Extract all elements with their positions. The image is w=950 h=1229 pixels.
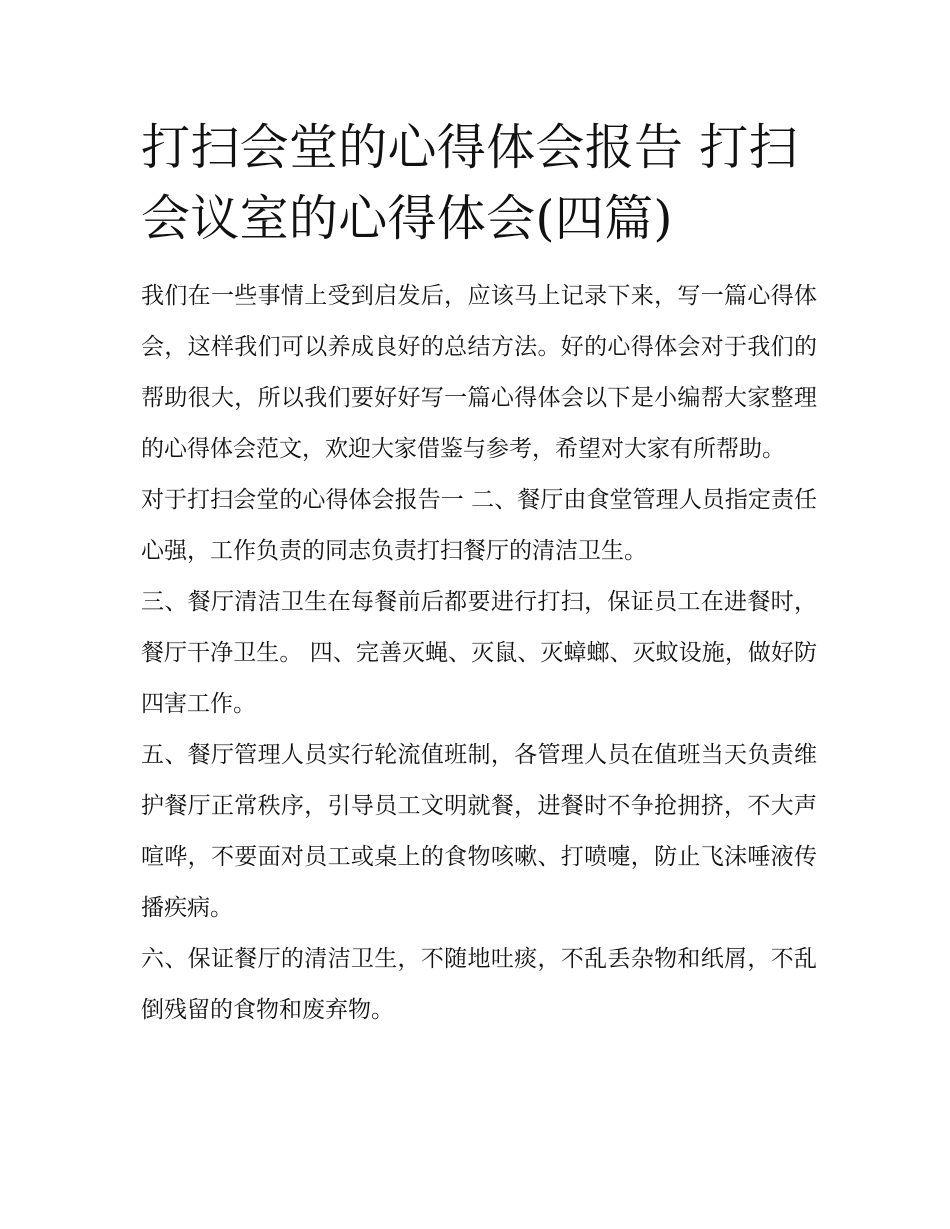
- document-title: 打扫会堂的心得体会报告 打扫会议室的心得体会(四篇): [141, 119, 798, 247]
- paragraph-item-5: 五、餐厅管理人员实行轮流值班制，各管理人员在值班当天负责维护餐厅正常秩序，引导员工文明就餐，进餐时不争抢拥挤，不大声喧哗，不要面对员工或桌上的食物咳嗽、打喷嚏，防止飞沫唾液传播疾病。: [141, 742, 817, 921]
- document-body: [141, 112, 817, 1036]
- paragraph-item-6: 六、保证餐厅的清洁卫生，不随地吐痰，不乱丢杂物和纸屑，不乱倒残留的食物和废弃物。: [141, 946, 817, 1023]
- paragraph-intro: 我们在一些事情上受到启发后，应该马上记录下来，写一篇心得体会，这样我们可以养成良好的总结方法。好的心得体会对于我们的帮助很大，所以我们要好好写一篇心得体会以下是小编帮大家整理的心得体会范文，欢迎大家借鉴与参考，希望对大家有所帮助。: [141, 283, 817, 462]
- paragraph-item-3-4: 三、餐厅清洁卫生在每餐前后都要进行打扫，保证员工在进餐时，餐厅干净卫生。 四、完善灭蝇、灭鼠、灭蟑螂、灭蚊设施，做好防四害工作。: [141, 589, 817, 717]
- paragraph-item-2: 对于打扫会堂的心得体会报告一 二、餐厅由食堂管理人员指定责任心强，工作负责的同志负责打扫餐厅的清洁卫生。: [141, 487, 817, 564]
